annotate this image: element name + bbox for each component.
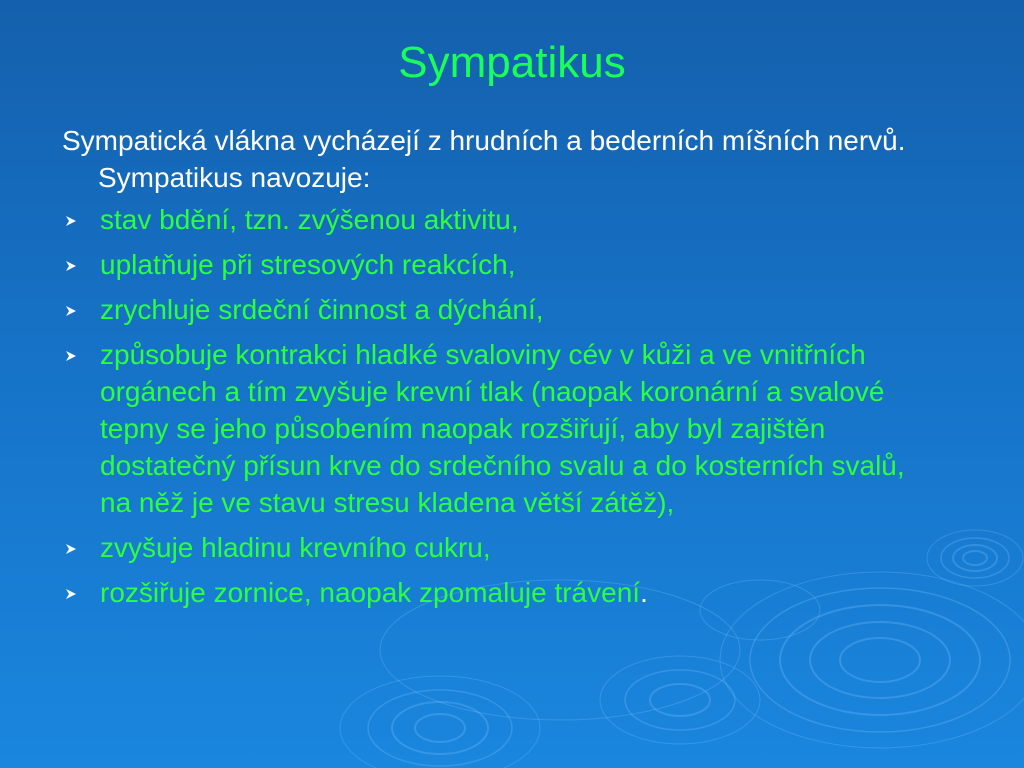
slide-title: Sympatikus — [398, 38, 626, 87]
arrowhead-icon — [65, 260, 77, 272]
bullet-text: stav bdění, tzn. zvýšenou aktivitu, — [100, 204, 519, 235]
bullet-text: způsobuje kontrakci hladké svaloviny cév v kůži a ve vnitřních orgánech a tím zvyšuje krevní tlak (naopak koronární a svalové tepny se jeho působením naopak rozšiřují, aby byl zajištěn dostatečný přísun krve do srdečního svalu a do kosterních svalů, na něž je ve stavu stresu kladena větší zátěž), — [100, 339, 905, 518]
arrowhead-icon — [65, 588, 77, 600]
list-item — [62, 246, 942, 283]
list-item — [62, 529, 942, 566]
bullet-text: rozšiřuje zornice, naopak zpomaluje trávení — [100, 577, 641, 608]
list-item — [62, 336, 942, 521]
intro-text: Sympatická vlákna vycházejí z hrudních a bederních míšních nervů. Sympatikus navozuje: — [62, 125, 906, 193]
list-item — [62, 201, 942, 238]
bullet-list — [62, 201, 942, 611]
slide-content — [62, 122, 942, 619]
arrowhead-icon — [65, 215, 77, 227]
bullet-tail: . — [640, 577, 648, 608]
bullet-text: zrychluje srdeční činnost a dýchání, — [100, 294, 544, 325]
bullet-text: uplatňuje při stresových reakcích, — [100, 249, 516, 280]
bullet-text: zvyšuje hladinu krevního cukru, — [100, 532, 491, 563]
arrowhead-icon — [65, 543, 77, 555]
arrowhead-icon — [65, 350, 77, 362]
list-item — [62, 574, 942, 611]
list-item — [62, 291, 942, 328]
arrowhead-icon — [65, 305, 77, 317]
